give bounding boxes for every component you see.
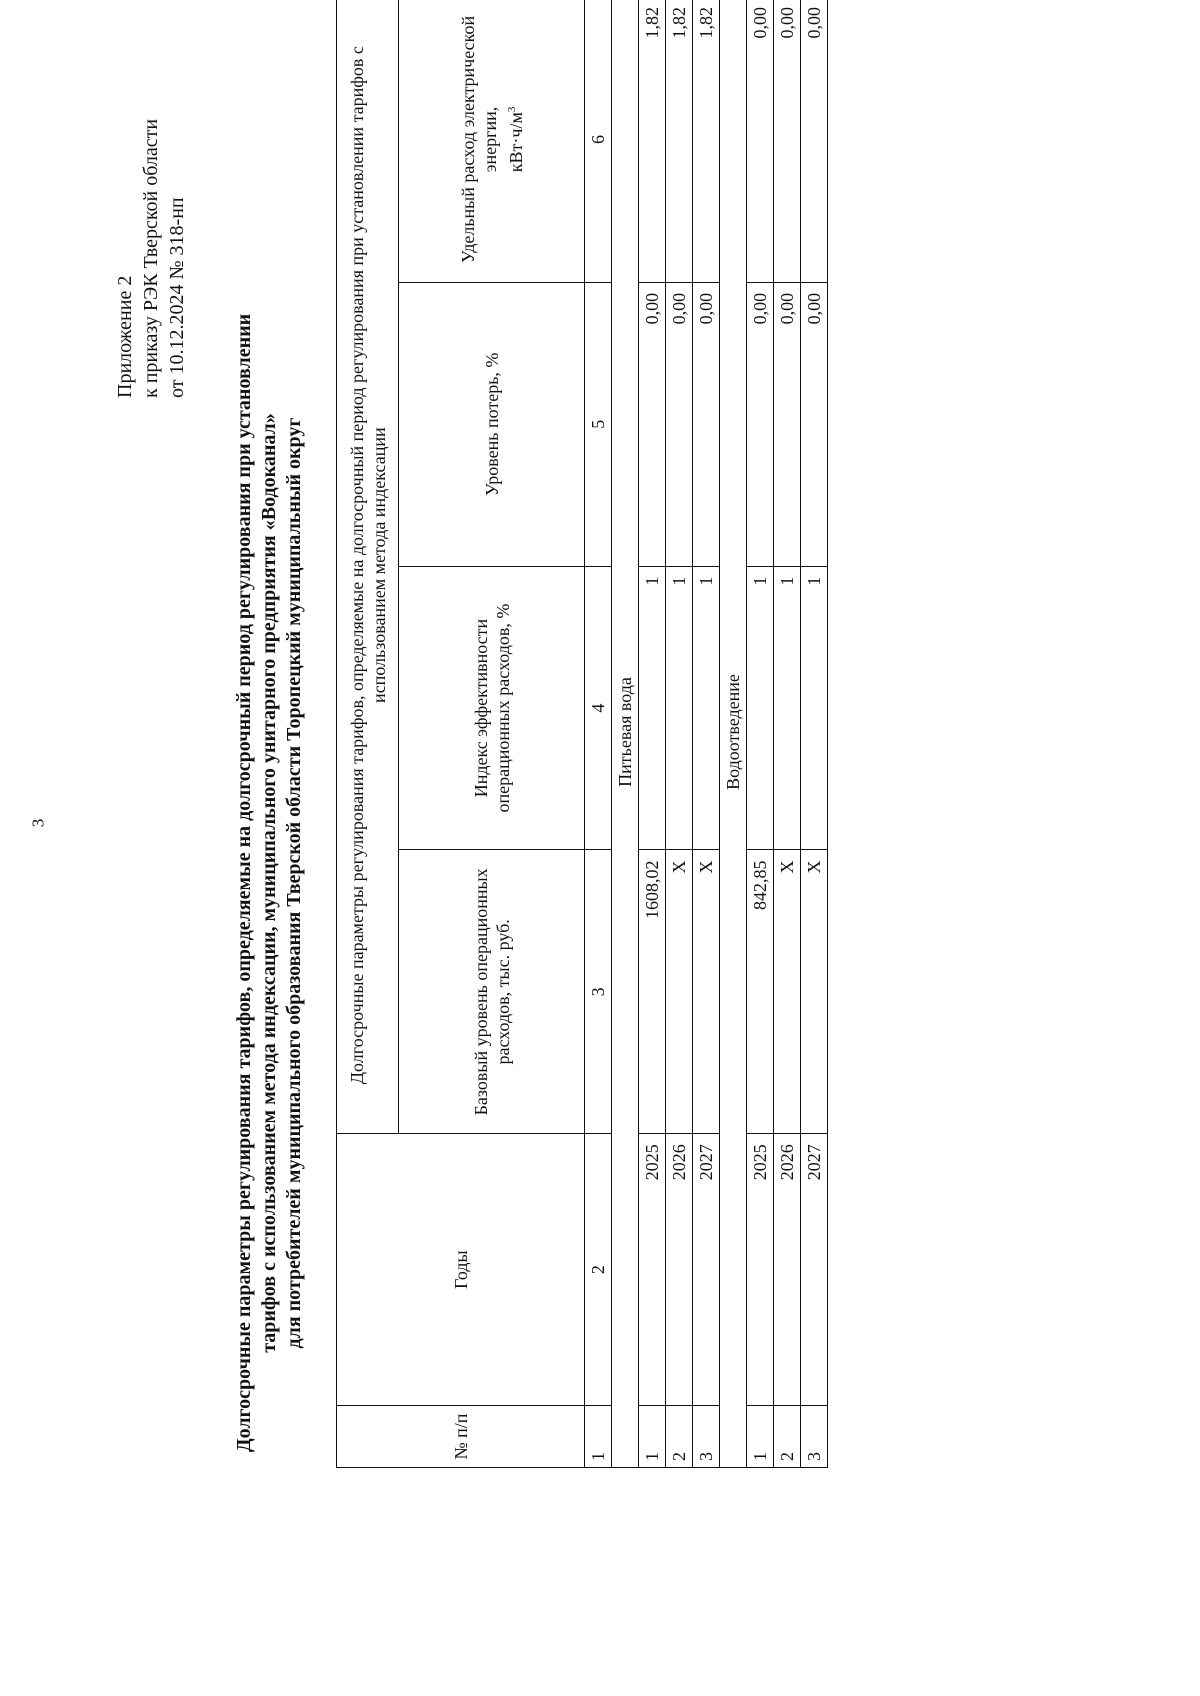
header-efficiency-index: Индекс эффективности операционных расходов, % <box>399 566 585 850</box>
title-line-2: тарифов с использованием метода индексации, муниципального унитарного предприятия «Водоканал» <box>258 413 280 1353</box>
column-number: 5 <box>585 282 612 566</box>
row-index: 1 <box>639 566 666 850</box>
document-title <box>232 238 307 1528</box>
row-no: 2 <box>666 1406 693 1468</box>
row-index: 1 <box>801 566 828 850</box>
row-base: 1608,02 <box>639 850 666 1134</box>
row-base: X <box>666 850 693 1134</box>
row-year: 2027 <box>801 1134 828 1406</box>
column-number: 2 <box>585 1134 612 1406</box>
rotated-sheet <box>0 7 900 1628</box>
row-year: 2026 <box>774 1134 801 1406</box>
header-energy-text: Удельный расход электрической энергии, <box>457 15 500 264</box>
row-base: X <box>693 850 720 1134</box>
row-loss: 0,00 <box>747 282 774 566</box>
row-year: 2027 <box>693 1134 720 1406</box>
row-year: 2025 <box>639 1134 666 1406</box>
column-number: 4 <box>585 566 612 850</box>
row-no: 3 <box>801 1406 828 1468</box>
row-year: 2025 <box>747 1134 774 1406</box>
row-no: 2 <box>774 1406 801 1468</box>
row-loss: 0,00 <box>774 282 801 566</box>
row-index: 1 <box>774 566 801 850</box>
row-no: 3 <box>693 1406 720 1468</box>
section-title: Водоотведение <box>720 0 747 1468</box>
row-year: 2026 <box>666 1134 693 1406</box>
header-group: Долгосрочные параметры регулирования тарифов, определяемые на долгосрочный период регулирования при установлении тарифов с использованием метода индексации <box>337 0 399 1134</box>
header-energy <box>399 0 585 282</box>
row-loss: 0,00 <box>639 282 666 566</box>
appendix-line-1: Приложение 2 <box>114 275 136 398</box>
row-energy: 0,00 <box>801 0 828 282</box>
appendix-line-2: к приказу РЭК Тверской области <box>140 118 162 398</box>
row-energy: 0,00 <box>774 0 801 282</box>
parameters-table <box>336 0 828 1468</box>
table-row <box>774 0 801 1468</box>
header-base-opex: Базовый уровень операционных расходов, тыс. руб. <box>399 850 585 1134</box>
row-base: X <box>774 850 801 1134</box>
table-row <box>693 0 720 1468</box>
row-loss: 0,00 <box>666 282 693 566</box>
row-energy: 1,82 <box>639 0 666 282</box>
row-no: 1 <box>639 1406 666 1468</box>
table-row <box>801 0 828 1468</box>
row-index: 1 <box>747 566 774 850</box>
row-energy: 1,82 <box>693 0 720 282</box>
column-number: 6 <box>585 0 612 282</box>
row-loss: 0,00 <box>693 282 720 566</box>
table-row <box>747 0 774 1468</box>
row-loss: 0,00 <box>801 282 828 566</box>
column-number-row <box>585 0 612 1468</box>
header-row-top <box>337 0 399 1468</box>
table-row <box>666 0 693 1468</box>
title-line-3: для потребителей муниципального образования Тверской области Торопецкий муниципальный округ <box>283 417 305 1349</box>
row-index: 1 <box>666 566 693 850</box>
header-energy-unit: кВт·ч/м <box>505 112 526 173</box>
column-number: 3 <box>585 850 612 1134</box>
row-base: 842,85 <box>747 850 774 1134</box>
section-title: Питьевая вода <box>612 0 639 1468</box>
row-energy: 0,00 <box>747 0 774 282</box>
row-index: 1 <box>693 566 720 850</box>
appendix-line-3: от 10.12.2024 № 318-нп <box>166 197 188 398</box>
row-no: 1 <box>747 1406 774 1468</box>
section-row-water <box>612 0 639 1468</box>
row-base: X <box>801 850 828 1134</box>
page-number: 3 <box>28 818 48 828</box>
header-no: № п/п <box>337 1406 585 1468</box>
row-energy: 1,82 <box>666 0 693 282</box>
title-line-1: Долгосрочные параметры регулирования тарифов, определяемые на долгосрочный период регулирования при установлении <box>233 313 255 1453</box>
header-loss-level: Уровень потерь, % <box>399 282 585 566</box>
appendix-block <box>112 78 190 398</box>
table-row <box>639 0 666 1468</box>
header-years: Годы <box>337 1134 585 1406</box>
column-number: 1 <box>585 1406 612 1468</box>
header-energy-unit-sup: 3 <box>505 106 518 113</box>
section-row-sewage <box>720 0 747 1468</box>
